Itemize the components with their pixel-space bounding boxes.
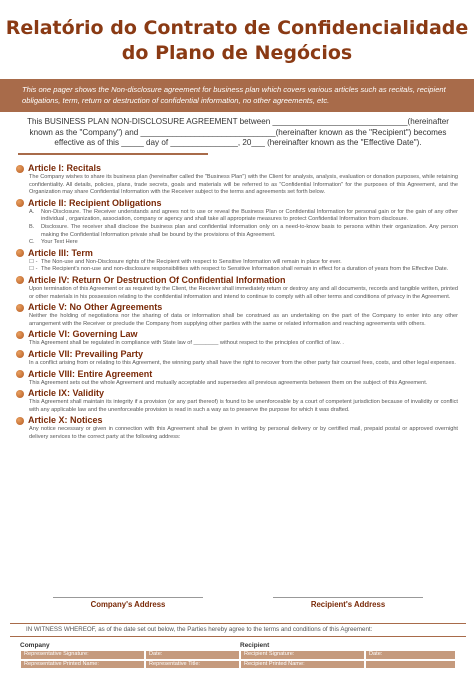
article-body: This Agreement sets out the whole Agreement and mutually acceptable and supersedes all previous agreements between them on the subject of this Agreement. [29, 379, 428, 386]
company-address-block [18, 597, 238, 619]
company-address-line[interactable] [53, 597, 203, 598]
representative-signature-cell[interactable]: Representative Signature: [20, 650, 145, 660]
list-item-text: Non-Disclosure. The Receiver understands and agrees not to use or reveal the Business Plan or Confidential Information for personal gain or for the gain of any other individual , organization, association, company or agency and shall take all appropriate measures to protect Confidential Information from disclosure. [41, 208, 458, 223]
table-row [20, 660, 456, 670]
article-section [16, 275, 462, 301]
list-item [29, 209, 458, 224]
header-spacer [145, 641, 240, 650]
blank-cell[interactable] [365, 660, 456, 670]
articles-list [16, 163, 462, 442]
article-section [16, 198, 462, 247]
article-heading-text: Article VIII: Entire Agreement [28, 368, 153, 379]
article-section [16, 248, 462, 274]
recipient-address-line[interactable] [273, 597, 423, 598]
list-item-label: ☐ - [29, 266, 38, 273]
company-date-cell[interactable]: Date: [145, 650, 240, 660]
section-divider [18, 153, 208, 155]
article-heading-text: Article X: Notices [28, 415, 103, 426]
bullet-icon [16, 390, 24, 398]
list-item [29, 224, 458, 239]
signature-table [20, 641, 456, 669]
representative-title-cell[interactable]: Representative Title: [145, 660, 240, 670]
list-item-label: B. [29, 223, 35, 230]
list-item [29, 266, 458, 274]
article-heading-text: Article I: Recitals [28, 163, 102, 173]
company-header: Company [20, 642, 50, 649]
article-heading [16, 329, 462, 340]
title-line-2: do Plano de Negócios [121, 42, 353, 64]
article-body: This Agreement shall maintain its integrity if a provision (or any part thereof) is found to be unenforceable by a court of competent jurisdiction because of invalidity or conflict with any applicable law and the unenforceable provision is read in such a way as to preserve the purpose for which it was drafted. [29, 399, 458, 413]
article-body: Any notice necessary or given in connection with this Agreement shall be given in writing by personal delivery or by certified mail, prepaid postal or approved overnight delivery services to the correct party at the following address: [29, 426, 458, 440]
article-heading [16, 163, 462, 174]
representative-name-cell[interactable]: Representative Printed Name: [20, 660, 145, 670]
article-body: This Agreement shall be regulated in compliance with State law of ________ without respect to the principles of conflict of law. . [29, 340, 344, 347]
article-section [16, 415, 462, 441]
bullet-icon [16, 331, 24, 339]
bullet-icon [16, 350, 24, 358]
bullet-icon [16, 304, 24, 312]
table-row [20, 650, 456, 660]
list-item-text: Disclosure. The receiver shall disclose the business plan and confidential information only on a need-to-know basis to persons within their organization. Any person making the Confidential Information private shall be bound by the provisions of this Agreement. [41, 223, 458, 238]
article-heading [16, 415, 462, 426]
article-heading [16, 349, 462, 360]
bullet-icon [16, 165, 24, 173]
recipient-address-label: Recipient's Address [310, 600, 386, 609]
bullet-icon [16, 249, 24, 257]
recipient-header: Recipient [240, 642, 270, 649]
article-heading-text: Article IX: Validity [28, 388, 105, 399]
bullet-icon [16, 417, 24, 425]
list-item-text: The Non-use and Non-Disclosure rights of the Recipient with respect to Sensitive Information will remain in place for ever. [41, 258, 342, 265]
list-item-label: A. [29, 208, 35, 215]
article-section [16, 349, 462, 368]
list-item [29, 259, 458, 267]
article-heading [16, 248, 462, 259]
article-heading-text: Article V: No Other Agreements [28, 302, 163, 313]
article-section [16, 329, 462, 348]
signature-table-header [20, 641, 456, 650]
article-heading-text: Article IV: Return Or Destruction Of Confidential Information [28, 274, 286, 285]
recipient-date-cell[interactable]: Date: [365, 650, 456, 660]
article-heading [16, 388, 462, 399]
article-section [16, 302, 462, 328]
recipient-address-block [238, 597, 458, 619]
article-body [16, 209, 462, 247]
article-heading [16, 198, 462, 209]
bullet-icon [16, 199, 24, 207]
article-heading-text: Article VI: Governing Law [28, 329, 138, 340]
recipient-name-cell[interactable]: Recipient Printed Name: [240, 660, 365, 670]
intro-banner: This one pager shows the Non-disclosure agreement for business plan which covers various articles such as recitals, recipient obligations, term, return or destruction of confidential information, no other agreements, etc. [0, 79, 474, 112]
list-item-label: ☐ - [29, 258, 38, 265]
document-title [0, 16, 474, 66]
article-body: In a conflict arising from or relating to this Agreement, the winning party shall have the right to recover from the other party fair counsel fees, costs, and other legal expenses. [29, 359, 456, 366]
list-item [29, 239, 458, 247]
bullet-icon [16, 370, 24, 378]
article-heading [16, 302, 462, 313]
article-heading-text: Article VII: Prevailing Party [28, 348, 144, 359]
parties-paragraph: This BUSINESS PLAN NON-DISCLOSURE AGREEMENT between ______________________________(hereinafter known as the "Company") and ______________________________(hereinafter known as the "Recipient") becomes effective as of this _____ day of _______________, 20___ (hereinafter known as the "Effective Date"). [27, 117, 449, 148]
article-body: The Company wishes to share its business plan (hereinafter called the "Business Plan") with the Client for analysis, analysis, evaluation or donation purposes, while retaining confidentiality. All details, policies, plans, trade secrets, goals and materials will be referred to as "Confidential Information" for the purposes of this Agreement, and the Organization may share Confidential Information with the Receiver subject to the terms and agreements set forth below. [29, 174, 458, 196]
article-section [16, 388, 462, 414]
witness-statement: IN WITNESS WHEREOF, as of the date set out below, the Parties hereby agree to the terms and conditions of this Agreement: [10, 623, 466, 637]
article-heading [16, 369, 462, 380]
article-heading-text: Article III: Term [28, 247, 93, 258]
title-line-1: Relatório do Contrato de Confidencialidade [5, 17, 469, 39]
list-item-text: The Recipient's non-use and non-disclosure responsibilities with respect to Sensitive Information shall remain in effect for a duration of years from the Effective Date. [41, 266, 449, 273]
article-body [16, 259, 462, 274]
article-body: Neither the holding of negotiations nor the sharing of data or information shall be construed as an undertaking on the part of the Company to enter into any other arrangement with the Receiver or preclude the Company from supplying other parties with the same or related information and reaching agreements with others. [29, 313, 458, 327]
address-signature-row [18, 597, 458, 619]
bullet-icon [16, 276, 24, 284]
list-item-text: Your Text Here [41, 239, 78, 246]
article-heading [16, 275, 462, 286]
article-heading-text: Article II: Recipient Obligations [28, 197, 162, 208]
recipient-signature-cell[interactable]: Recipient Signature: [240, 650, 365, 660]
article-section [16, 163, 462, 197]
article-body: Upon termination of this Agreement or as required by the Client, the Receiver shall immediately return or destroy any and all documents, records and tangible written, printed or other materials in his possession relating to the confidential information and intend to continue to comply with all other terms and conditions of privacy in the Agreement. [29, 285, 458, 300]
header-spacer [365, 641, 456, 650]
list-item-label: C. [29, 239, 35, 246]
company-address-label: Company's Address [90, 600, 166, 609]
article-section [16, 369, 462, 388]
